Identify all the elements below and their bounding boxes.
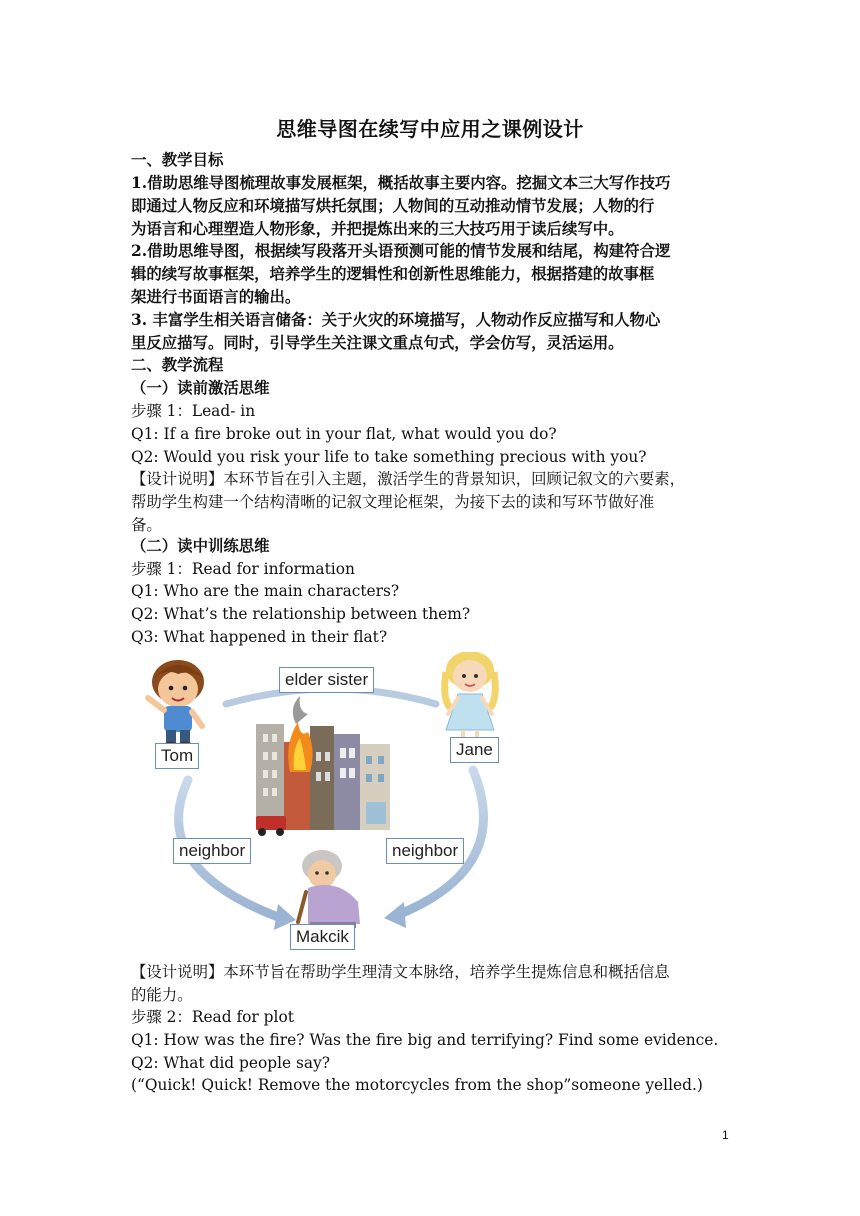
- design-note-1-line-3: 备。: [131, 516, 162, 534]
- step-1-lead-in: 步骤 1：Lead- in: [131, 402, 256, 420]
- design-note-1-line-1: 【设计说明】本环节旨在引入主题，激活学生的背景知识，回顾记叙文的六要素，: [131, 470, 686, 488]
- subsection-pre-reading: （一）读前激活思维: [131, 379, 270, 397]
- goal-1-line-3: 为语言和心理塑造人物形象，并把提炼出来的三大技巧用于读后续写中。: [131, 220, 624, 238]
- question-q1-fire: Q1: If a fire broke out in your flat, what would you do?: [131, 425, 557, 443]
- quote-line: (“Quick! Quick! Remove the motorcycles from the shop”someone yelled.): [131, 1076, 703, 1094]
- section-heading-goals: 一、教学目标: [131, 151, 224, 169]
- question-main-characters: Q1: Who are the main characters?: [131, 582, 400, 600]
- arrowhead-right-icon: [384, 902, 406, 928]
- subsection-while-reading: （二）读中训练思维: [131, 537, 270, 555]
- goal-3-line-2: 里反应描写。同时，引导学生关注课文重点句式，学会仿写，灵活运用。: [131, 334, 624, 352]
- question-q2-risk: Q2: Would you risk your life to take something precious with you?: [131, 448, 647, 466]
- page-number: 1: [722, 1128, 729, 1142]
- goal-2-line-2: 辑的续写故事框架，培养学生的逻辑性和创新性思维能力，根据搭建的故事框: [131, 265, 655, 283]
- label-tom: Tom: [155, 743, 199, 769]
- design-note-1-line-2: 帮助学生构建一个结构清晰的记叙文理论框架，为接下去的读和写环节做好准: [131, 493, 655, 511]
- burning-building-icon: [256, 696, 390, 836]
- label-jane: Jane: [450, 737, 499, 763]
- design-note-2-line-1: 【设计说明】本环节旨在帮助学生理清文本脉络，培养学生提炼信息和概括信息: [131, 963, 670, 981]
- goal-1-line-2: 即通过人物反应和环境描写烘托氛围；人物间的互动推动情节发展；人物的行: [131, 197, 655, 215]
- step-1-read-for-information: 步骤 1：Read for information: [131, 560, 355, 578]
- character-mind-map: [138, 652, 523, 954]
- question-what-happened: Q3: What happened in their flat?: [131, 628, 388, 646]
- page-title: 思维导图在续写中应用之课例设计: [276, 117, 584, 141]
- goal-2-line-3: 架进行书面语言的输出。: [131, 288, 301, 306]
- question-what-people-say: Q2: What did people say?: [131, 1054, 331, 1072]
- question-relationship: Q2: What’s the relationship between them?: [131, 605, 471, 623]
- label-elder-sister: elder sister: [279, 667, 374, 693]
- question-how-was-fire: Q1: How was the fire? Was the fire big and terrifying? Find some evidence.: [131, 1031, 719, 1049]
- goal-1-line-1: 1.借助思维导图梳理故事发展框架，概括故事主要内容。挖掘文本三大写作技巧: [131, 174, 671, 192]
- goal-3-line-1: 3. 丰富学生相关语言储备：关于火灾的环境描写，人物动作反应描写和人物心: [131, 311, 661, 329]
- label-neighbor-right: neighbor: [386, 838, 464, 864]
- jane-girl-icon: [445, 652, 496, 740]
- tom-boy-icon: [148, 660, 204, 749]
- label-neighbor-left: neighbor: [173, 838, 251, 864]
- section-heading-process: 二、教学流程: [131, 356, 224, 374]
- goal-2-line-1: 2.借助思维导图，根据续写段落开头语预测可能的情节发展和结尾，构建符合逻: [131, 242, 671, 260]
- makcik-grandmother-icon: [298, 850, 360, 928]
- mind-map-graphics: [138, 652, 523, 954]
- design-note-2-line-2: 的能力。: [131, 986, 193, 1004]
- label-makcik: Makcik: [290, 924, 355, 950]
- step-2-read-for-plot: 步骤 2：Read for plot: [131, 1008, 294, 1026]
